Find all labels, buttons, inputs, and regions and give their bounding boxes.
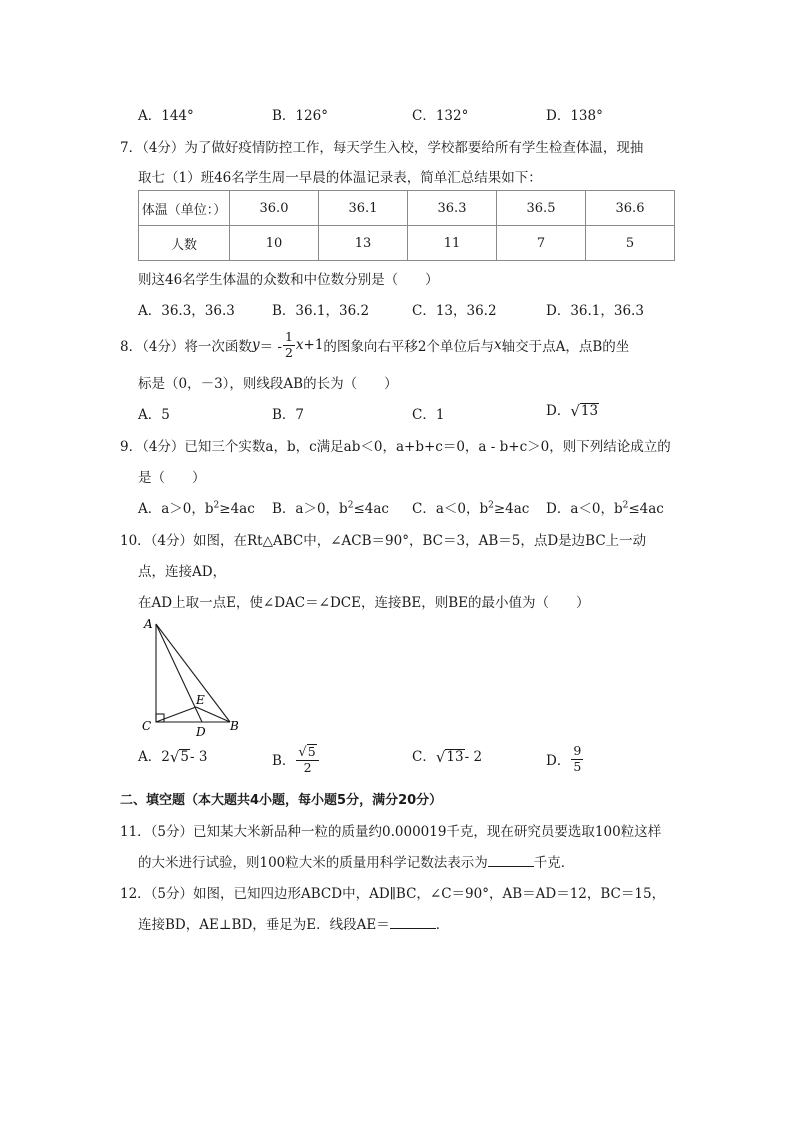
q10-stem-line1: 10．（4分）如图，在Rt△ABC中，∠ACB＝90°，BC＝3，AB＝5，点D是边BC上一动 — [120, 533, 647, 549]
q7-option-d: D．36.1，36.3 — [546, 303, 644, 319]
q10-stem-line2: 点，连接AD， — [138, 564, 227, 580]
segment-ab — [156, 624, 230, 722]
q8-stem-line2: 标是（0，－3），则线段AB的长为（ ） — [138, 376, 398, 392]
q10-option-d-den: 5 — [573, 758, 582, 774]
q10-option-c — [412, 745, 482, 765]
q10-option-c-label: C． — [412, 749, 436, 765]
sqrt-symbol: √ 13 — [570, 402, 599, 420]
answer-blank[interactable] — [488, 853, 534, 867]
q10-option-d — [546, 740, 584, 778]
table-cell: 7 — [497, 226, 586, 261]
q6-option-b: B．126° — [272, 108, 328, 124]
q9-option-d: D．a＜0，$b^2\le 4ac$ — [546, 500, 664, 517]
q12-line2-pre: 连接BD，AE⊥BD，垂足为E．线段AE＝ — [138, 917, 390, 933]
triangle-figure — [138, 612, 250, 740]
q10-option-b-fraction: √ 5 2 — [296, 744, 318, 774]
q8-suffix: 轴交于点A，点B的坐 — [501, 339, 630, 355]
q7-question: 则这46名学生体温的众数和中位数分别是（ ） — [138, 272, 439, 288]
q10-option-a-label: A． — [138, 749, 162, 765]
q10-option-a — [138, 745, 207, 765]
q8-prefix: 8．（4分）将一次函数 — [120, 339, 252, 355]
label-d: D — [196, 725, 206, 739]
table-cell: 36.0 — [230, 191, 319, 226]
q8-frac-den: 2 — [284, 344, 293, 360]
table-header-temp: 体温（单位：） — [139, 191, 230, 226]
q10-stem-line3: 在AD上取一点E，使∠DAC＝∠DCE，连接BE，则BE的最小值为（ ） — [138, 595, 590, 611]
q7-stem-line1: 7．（4分）为了做好疫情防控工作，每天学生入校，学校都要给所有学生检查体温，现抽 — [120, 140, 644, 156]
q8-option-d-radicand: 13 — [580, 403, 599, 420]
q8-option-d-label: D． — [546, 403, 571, 419]
q11-stem-line2 — [138, 851, 574, 871]
sqrt-symbol: √ 5 — [169, 748, 189, 766]
q8-x-var: x — [295, 337, 304, 353]
q7-option-c: C．13，36.2 — [412, 303, 497, 319]
q9-stem-line1: 9．（4分）已知三个实数a，b，c满足ab＜0，a+b+c＝0，a - b+c＞0，则下列结论成立的 — [120, 439, 671, 455]
table-cell: 36.1 — [319, 191, 408, 226]
q6-option-d: D．138° — [546, 108, 603, 124]
q8-option-b: B．7 — [272, 407, 305, 423]
label-c: C — [142, 719, 152, 733]
q8-option-c: C．1 — [412, 407, 445, 423]
q11-line2-post: 千克． — [533, 855, 575, 871]
q10-option-b-den: 2 — [303, 759, 312, 775]
q12-line2-post: ． — [435, 917, 450, 933]
table-row — [139, 191, 675, 226]
q8-eq: ＝ - — [259, 339, 282, 355]
q7-option-b: B．36.1，36.2 — [272, 303, 370, 319]
q8-x-axis-var: x — [494, 337, 502, 353]
q10-option-d-label: D． — [546, 753, 571, 769]
table-header-count: 人数 — [139, 226, 230, 261]
sqrt-symbol: √ 13 — [435, 748, 464, 766]
table-row — [139, 226, 675, 261]
label-b: B — [230, 719, 239, 733]
table-cell: 36.6 — [586, 191, 675, 226]
q8-fraction — [283, 331, 295, 359]
q10-option-b-radicand: 5 — [307, 743, 316, 759]
q8-y-var: y — [251, 337, 260, 353]
q11-line2-pre: 的大米进行试验，则100粒大米的质量用科学记数法表示为 — [138, 855, 488, 871]
q8-plus1: +1 — [303, 337, 324, 353]
section-title: 二、填空题（本大题共4小题，每小题5分，满分20分） — [120, 793, 443, 808]
q9-option-c: C．a＜0，$b^2\ge 4ac$ — [412, 500, 530, 517]
q10-option-a-coef: 2 — [161, 749, 170, 765]
q10-option-a-tail: - 3 — [190, 749, 208, 765]
q7-option-a: A．36.3，36.3 — [138, 303, 235, 319]
label-e: E — [196, 693, 205, 707]
q6-option-c: C．132° — [412, 108, 469, 124]
q10-option-b-label: B． — [272, 753, 296, 769]
q10-option-d-num: 9 — [573, 743, 582, 758]
q6-option-a: A．144° — [138, 108, 194, 124]
q10-option-a-radicand: 5 — [180, 749, 189, 766]
q10-option-b — [272, 740, 320, 778]
label-a: A — [144, 617, 153, 631]
q11-stem-line1: 11．（5分）已知某大米新品种一粒的质量约0.000019千克，现在研究员要选取100粒这样 — [120, 824, 662, 840]
table-cell: 36.3 — [408, 191, 497, 226]
table-cell: 36.5 — [497, 191, 586, 226]
q9-option-b: B．a＞0，$b^2\le 4ac$ — [272, 500, 389, 517]
q10-option-d-fraction — [571, 745, 583, 773]
q10-option-c-radicand: 13 — [446, 749, 464, 766]
q8-option-d — [546, 399, 599, 419]
table-cell: 11 — [408, 226, 497, 261]
q8-frac-num: 1 — [284, 329, 293, 344]
q12-stem-line1: 12．（5分）如图，已知四边形ABCD中，AD∥BC，∠C＝90°，AB＝AD＝12，BC＝15， — [120, 886, 666, 902]
table-cell: 13 — [319, 226, 408, 261]
q10-option-c-tail: - 2 — [464, 749, 483, 765]
q8-option-a: A．5 — [138, 407, 170, 423]
answer-blank[interactable] — [390, 915, 436, 929]
q8-mid: 的图象向右平移2个单位后与 — [323, 339, 495, 355]
q12-stem-line2 — [138, 913, 449, 933]
q9-stem-line2: 是（ ） — [138, 470, 206, 486]
table-cell: 5 — [586, 226, 675, 261]
q7-stem-line2: 取七（1）班46名学生周一早晨的体温记录表，简单汇总结果如下： — [138, 170, 542, 186]
q9-option-a: A．a＞0，$b^2\ge 4ac$ — [138, 500, 255, 517]
temperature-table — [138, 190, 675, 261]
table-cell: 10 — [230, 226, 319, 261]
q8-stem-line1 — [120, 328, 629, 362]
